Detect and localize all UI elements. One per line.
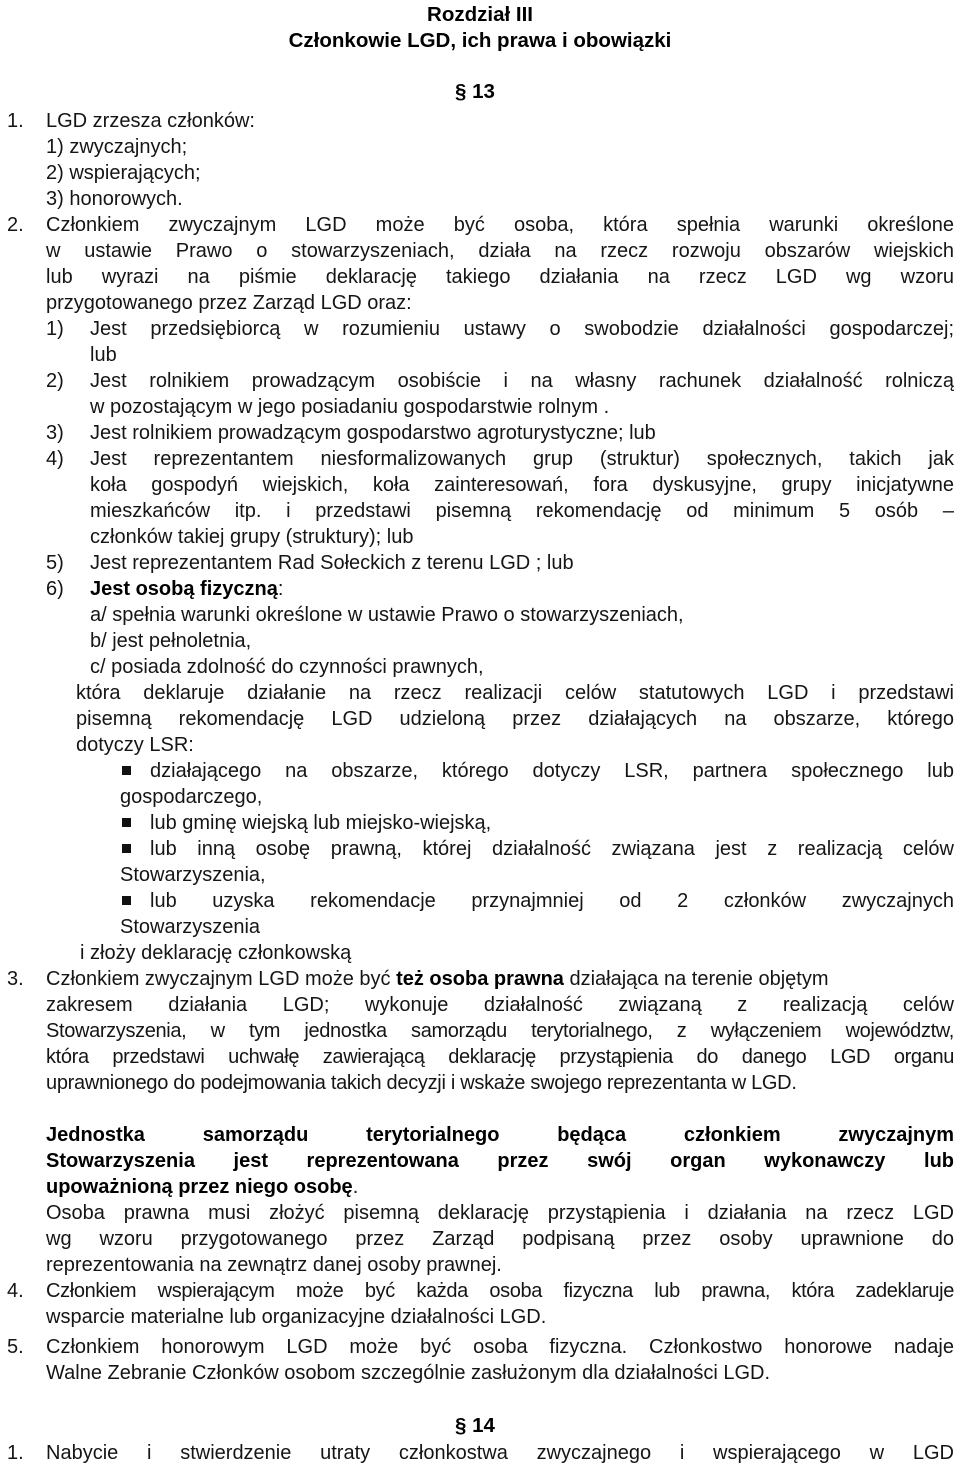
condition-a: a/ spełnia warunki określone w ustawie Prawo o stowarzyszeniach, (90, 604, 684, 626)
subpoint-number: 4) (46, 448, 64, 470)
item-3-bold-text (46, 1174, 358, 1200)
item-3-bold-text: Stowarzyszenia jest reprezentowana przez swój organ wykonawczy lub (46, 1150, 954, 1172)
item-3-text-part: Członkiem zwyczajnym LGD może być (46, 968, 397, 990)
subpoint-4-text: Jest reprezentantem niesformalizowanych grup (struktur) społecznych, takich jak (90, 448, 954, 470)
subpoint-6-bold: Jest osobą fizyczną (90, 578, 278, 600)
bullet-text: lub inną osobę prawną, której działalność związana jest z realizacją celów (150, 838, 954, 860)
item-2-text: Członkiem zwyczajnym LGD może być osoba, która spełnia warunki określone (46, 214, 954, 236)
subpoint-1-text: Jest przedsiębiorcą w rozumieniu ustawy o swobodzie działalności gospodarczej; (90, 318, 954, 340)
section-13-heading: § 13 (455, 80, 495, 103)
subpoint-6-text: która deklaruje działanie na rzecz realizacji celów statutowych LGD i przedstawi (76, 682, 954, 704)
subpoint-6-text: dotyczy LSR: (76, 734, 194, 756)
square-bullet-icon (122, 818, 131, 827)
subpoint-6-colon: : (277, 578, 284, 600)
section-14-heading: § 14 (455, 1414, 495, 1437)
item-3-bold-part: też osoba prawna (396, 968, 564, 990)
bullet-text: gospodarczego, (120, 786, 263, 808)
subpoint-2-text: w pozostającym w jego posiadaniu gospodarstwie rolnym . (90, 396, 610, 418)
subpoint-number: 1) (46, 318, 64, 340)
item-2-text: w ustawie Prawo o stowarzyszeniach, działa na rzecz rozwoju obszarów wiejskich (46, 240, 954, 262)
square-bullet-icon (122, 844, 131, 853)
item-3-text: wg wzoru przygotowanego przez Zarząd podpisaną przez osoby uprawnione do (46, 1228, 954, 1250)
subpoint-number: 3) (46, 422, 64, 444)
item-3-bold-part: upoważnioną przez niego osobę (46, 1176, 353, 1198)
condition-b: b/ jest pełnoletnia, (90, 630, 252, 652)
bullet-text: lub uzyska rekomendacje przynajmniej od 2 członków zwyczajnych (150, 890, 954, 912)
square-bullet-icon (122, 766, 131, 775)
subpoint-4-text: koła gospodyń wiejskich, koła zainteresowań, fora dyskusyjne, grupy inicjatywne (90, 474, 954, 496)
chapter-heading: Rozdział III (427, 3, 533, 26)
item-3-text: która przedstawi uchwałę zawierającą deklarację przystąpienia do danego LGD organu (46, 1046, 954, 1068)
square-bullet-icon (122, 896, 131, 905)
item-1-option: 3) honorowych. (46, 188, 183, 210)
item-3-text: Osoba prawna musi złożyć pisemną deklarację przystąpienia i działania na rzecz LGD (46, 1202, 954, 1224)
bullet-text: działającego na obszarze, którego dotyczy LSR, partnera społecznego lub (150, 760, 954, 782)
item-14-1-number: 1. (7, 1442, 24, 1464)
item-3-text-part: . (352, 1176, 359, 1198)
bullet-text: Stowarzyszenia (120, 916, 261, 938)
subpoint-number: 2) (46, 370, 64, 392)
subpoint-4-text: członków takiej grupy (struktury); lub (90, 526, 414, 548)
subpoint-6-heading (90, 576, 283, 602)
item-3-text: uprawnionego do podejmowania takich decyzji i wskaże swojego reprezentanta w LGD. (46, 1072, 797, 1094)
subpoint-number: 6) (46, 578, 64, 600)
subpoint-number: 5) (46, 552, 64, 574)
chapter-title: Członkowie LGD, ich prawa i obowiązki (288, 29, 672, 52)
subpoint-2-text: Jest rolnikiem prowadzącym osobiście i na własny rachunek działalność rolniczą (90, 370, 954, 392)
item-5-text: Walne Zebranie Członków osobom szczególnie zasłużonym dla działalności LGD. (46, 1362, 771, 1384)
item-2-text: lub wyrazi na piśmie deklarację takiego działania na rzecz LGD wg wzoru (46, 266, 954, 288)
item-1-option: 1) zwyczajnych; (46, 136, 188, 158)
subpoint-4-text: mieszkańców itp. i przedstawi pisemną rekomendację od minimum 5 osób – (90, 500, 954, 522)
subpoint-6-text: pisemną rekomendację LGD udzieloną przez działających na obszarze, którego (76, 708, 954, 730)
item-1-intro: LGD zrzesza członków: (46, 110, 255, 132)
item-4-text: Członkiem wspierającym może być każda osoba fizyczna lub prawna, która zadeklaruje (46, 1280, 954, 1302)
condition-c: c/ posiada zdolność do czynności prawnych, (90, 656, 484, 678)
item-3-text: Stowarzyszenia, w tym jednostka samorządu terytorialnego, z wyłączeniem województw, (46, 1020, 954, 1042)
item-4-text: wsparcie materialne lub organizacyjne działalności LGD. (46, 1306, 547, 1328)
item-14-1-text: Nabycie i stwierdzenie utraty członkostwa zwyczajnego i wspierającego w LGD (46, 1442, 954, 1464)
subpoint-6-closing: i złoży deklarację członkowską (80, 942, 352, 964)
item-3-bold-text: Jednostka samorządu terytorialnego będąca członkiem zwyczajnym (46, 1124, 954, 1146)
item-3-text: reprezentowania na zewnątrz danej osoby prawnej. (46, 1254, 502, 1276)
bullet-text: lub gminę wiejską lub miejsko-wiejską, (150, 812, 492, 834)
subpoint-3-text: Jest rolnikiem prowadzącym gospodarstwo agroturystyczne; lub (90, 422, 656, 444)
item-2-number: 2. (7, 214, 24, 236)
item-5-text: Członkiem honorowym LGD może być osoba fizyczna. Członkostwo honorowe nadaje (46, 1336, 954, 1358)
item-4-number: 4. (7, 1280, 24, 1302)
item-3-text-part: działająca na terenie objętym (563, 968, 829, 990)
item-3-text: zakresem działania LGD; wykonuje działalność związaną z realizacją celów (46, 994, 954, 1016)
subpoint-5-text: Jest reprezentantem Rad Sołeckich z terenu LGD ; lub (90, 552, 574, 574)
item-3-text (46, 966, 829, 992)
subpoint-1-text: lub (90, 344, 117, 366)
bullet-text: Stowarzyszenia, (120, 864, 266, 886)
item-5-number: 5. (7, 1336, 24, 1358)
item-3-number: 3. (7, 968, 24, 990)
item-1-option: 2) wspierających; (46, 162, 201, 184)
item-2-text: przygotowanego przez Zarząd LGD oraz: (46, 292, 412, 314)
item-1-number: 1. (7, 110, 24, 132)
